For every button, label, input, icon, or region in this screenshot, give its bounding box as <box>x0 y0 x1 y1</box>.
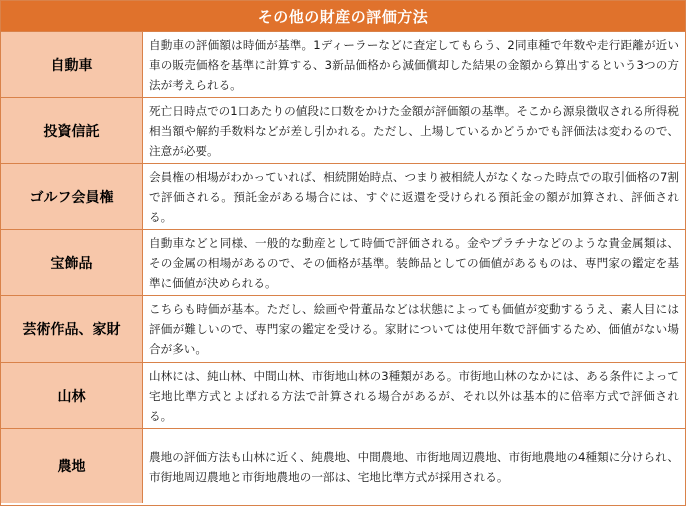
row-text-farmland: 農地の評価方法も山林に近く、純農地、中間農地、市街地周辺農地、市街地農地の4種類に分けられ、市街地周辺農地と市街地農地の一部は、宅地比準方式が採用される。 <box>149 449 679 484</box>
table-title: その他の財産の評価方法 <box>1 1 685 32</box>
row-label-car: 自動車 <box>1 32 143 97</box>
row-label-farmland: 農地 <box>1 429 143 503</box>
table-row-farmland <box>1 429 685 503</box>
table-row-golf-membership <box>1 164 685 230</box>
row-text-golf-membership: 会員権の相場がわかっていれば、相続開始時点、つまり被相続人がなくなった時点での取引価格の7割で評価される。預託金がある場合には、すぐに返還を受けられる預託金の額が加算され、評価される。 <box>149 170 679 224</box>
row-text-investment-trust: 死亡日時点での1口あたりの値段に口数をかけた金額が評価額の基準。そこから源泉徴収される所得税相当額や解約手数料などが差し引かれる。ただし、上場しているかどうかでも評価法は変わるので、注意が必要。 <box>149 104 679 158</box>
table-row-car <box>1 32 685 98</box>
row-text-car: 自動車の評価額は時価が基準。1ディーラーなどに査定してもらう、2同車種で年数や走行距離が近い車の販売価格を基準に計算する、3新品価格から減価償却した結果の金額から算出するという3つの方法が考えられる。 <box>149 38 679 92</box>
table-row-art-household <box>1 296 685 363</box>
table-row-jewelry <box>1 230 685 296</box>
table-row-investment-trust <box>1 98 685 164</box>
row-label-art-household: 芸術作品、家財 <box>1 296 143 362</box>
row-label-golf-membership: ゴルフ会員権 <box>1 164 143 229</box>
row-text-jewelry: 自動車などと同様、一般的な動産として時価で評価される。金やプラチナなどのような貴金属類は、その金属の相場があるので、その価格が基準。装飾品としての価値があるものは、専門家の鑑定を基準に価値が決められる。 <box>149 236 679 290</box>
row-label-jewelry: 宝飾品 <box>1 230 143 295</box>
row-text-art-household: こちらも時価が基本。ただし、絵画や骨董品などは状態によっても価値が変動するうえ、素人目には評価が難しいので、専門家の鑑定を受ける。家財については使用年数で評価するため、価値がない場合が多い。 <box>149 302 679 356</box>
row-text-forest: 山林には、純山林、中間山林、市街地山林の3種類がある。市街地山林のなかには、ある条件によって宅地比準方式とよばれる方法で計算される場合があるが、それ以外は基本的に倍率方式で評価される。 <box>149 369 679 423</box>
table-row-forest <box>1 363 685 429</box>
row-label-forest: 山林 <box>1 363 143 428</box>
row-label-investment-trust: 投資信託 <box>1 98 143 163</box>
